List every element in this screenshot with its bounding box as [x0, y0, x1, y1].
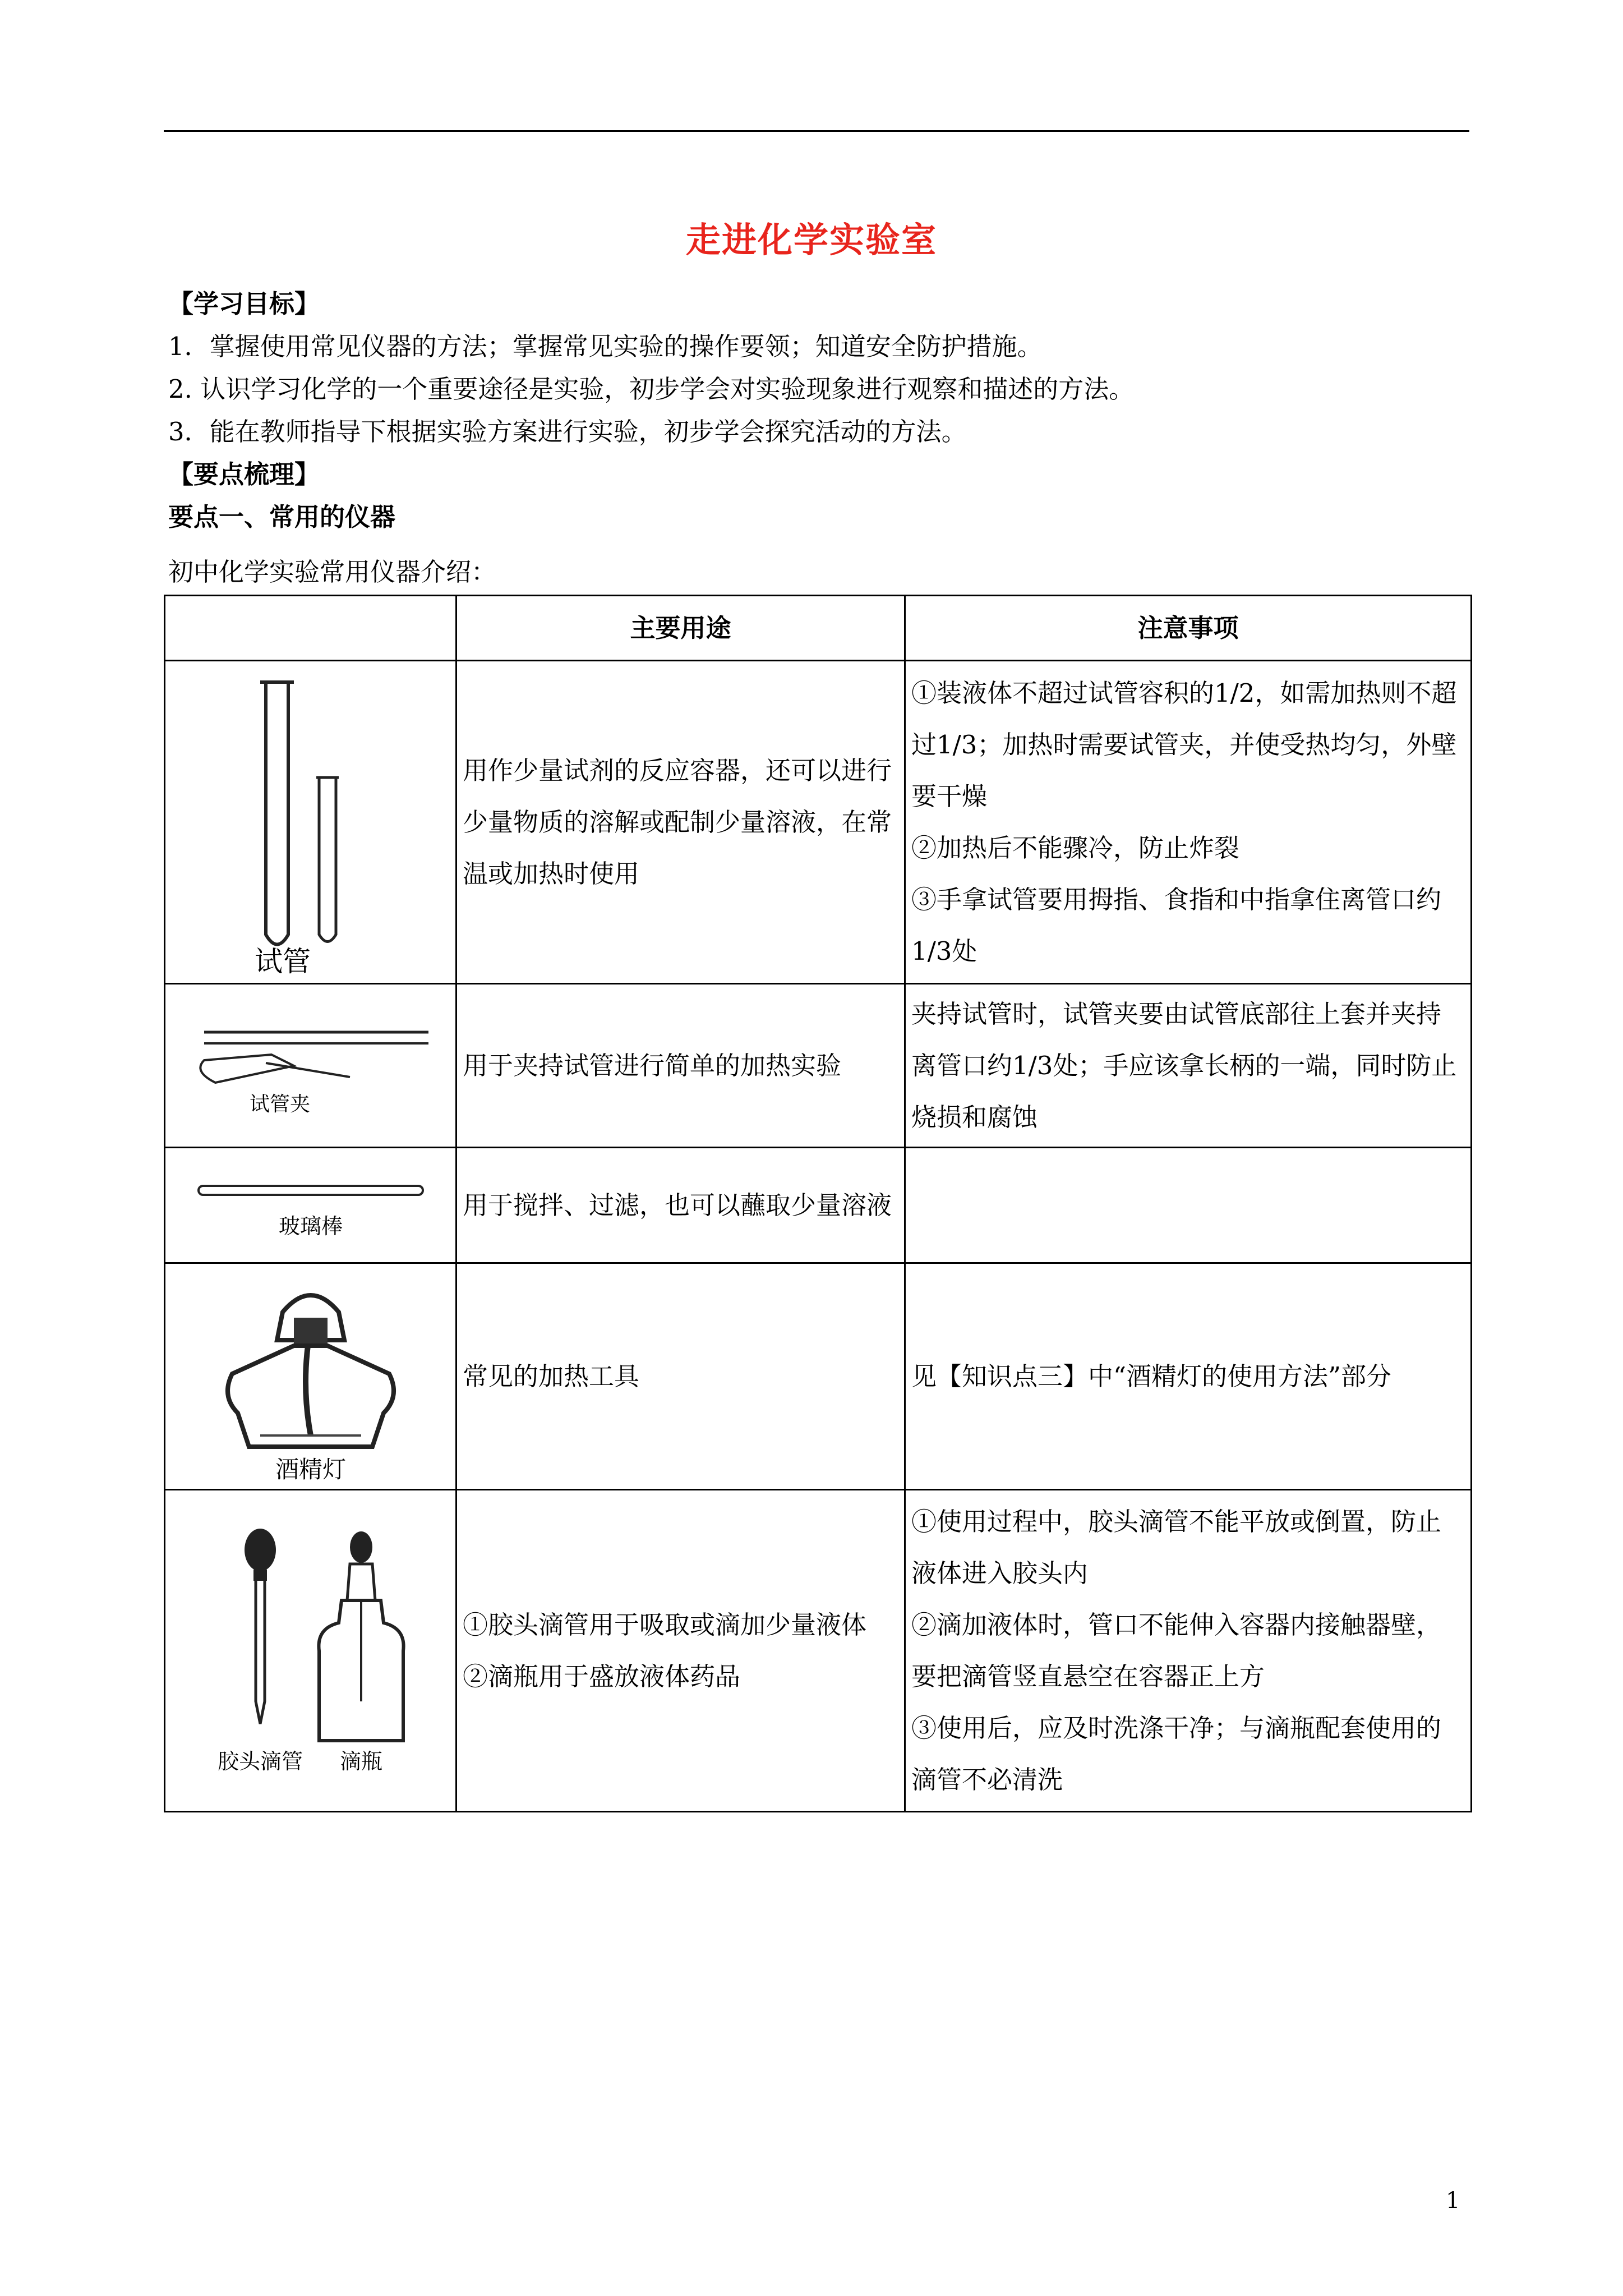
dropper-image-cell — [165, 1490, 457, 1812]
test-tube-icon — [199, 665, 423, 979]
page-title: 走进化学实验室 — [685, 219, 937, 260]
header-rule — [164, 130, 1469, 132]
note-item: 夹持试管时，试管夹要由试管底部往上套并夹持离管口约1/3处；手应该拿长柄的一端，同时防止烧损和腐蚀 — [911, 999, 1457, 1132]
usage-cell — [457, 661, 905, 984]
image-label: 滴瓶 — [339, 1749, 382, 1774]
instrument-table — [164, 595, 1472, 1812]
alcohol-lamp-image-cell — [165, 1263, 457, 1490]
note-item: ①使用过程中，胶头滴管不能平放或倒置，防止液体进入胶头内 — [911, 1506, 1442, 1588]
note-item: ③手拿试管要用拇指、食指和中指拿住离管口约1/3处 — [911, 884, 1442, 966]
keypoints-heading: 【要点梳理】 — [168, 459, 320, 489]
alcohol-lamp-icon — [210, 1267, 412, 1486]
note-item: ②加热后不能骤冷，防止炸裂 — [911, 832, 1240, 863]
page-number: 1 — [1446, 2188, 1460, 2214]
tube-holder-image-cell — [165, 984, 457, 1148]
image-label: 试管 — [254, 945, 311, 978]
note-item: ①装液体不超过试管容积的1/2，如需加热则不超过1/3；加热时需要试管夹，并使受热均匀，外壁要干燥 — [911, 678, 1457, 811]
table-row — [165, 661, 1472, 984]
notes-cell — [905, 984, 1472, 1148]
dropper-and-bottle-icon — [182, 1516, 440, 1786]
usage-cell — [457, 1490, 905, 1812]
usage-text: 常见的加热工具 — [463, 1361, 640, 1391]
usage-text: 用于搅拌、过滤，也可以蘸取少量溶液 — [463, 1190, 892, 1220]
image-label: 酒精灯 — [275, 1455, 346, 1483]
header-cell: 主要用途 — [457, 596, 905, 661]
keypoint1-heading: 要点一、常用的仪器 — [168, 502, 396, 532]
glass-rod-icon — [182, 1158, 440, 1253]
usage-text: ①胶头滴管用于吸取或滴加少量液体 — [463, 1609, 867, 1640]
usage-text: 用作少量试剂的反应容器，还可以进行少量物质的溶解或配制少量溶液，在常温或加热时使用 — [463, 755, 892, 889]
usage-text: ②滴瓶用于盛放液体药品 — [463, 1661, 741, 1691]
tube-holder-icon — [182, 999, 440, 1133]
note-item: 见【知识点三】中“酒精灯的使用方法”部分 — [911, 1361, 1392, 1391]
usage-cell — [457, 984, 905, 1148]
glass-rod-image-cell — [165, 1148, 457, 1263]
table-header-row — [165, 596, 1472, 661]
table-row — [165, 984, 1472, 1148]
usage-text: 用于夹持试管进行简单的加热实验 — [463, 1050, 842, 1080]
header-cell — [165, 596, 457, 661]
usage-cell — [457, 1263, 905, 1490]
notes-cell — [905, 661, 1472, 984]
image-label: 玻璃棒 — [278, 1213, 343, 1239]
image-label: 试管夹 — [249, 1092, 310, 1116]
notes-cell — [905, 1148, 1472, 1263]
test-tube-image-cell — [165, 661, 457, 984]
note-item: ③使用后，应及时洗涤干净；与滴瓶配套使用的滴管不必清洗 — [911, 1713, 1442, 1795]
note-item: ②滴加液体时，管口不能伸入容器内接触器壁，要把滴管竖直悬空在容器正上方 — [911, 1609, 1442, 1691]
header-cell: 注意事项 — [905, 596, 1472, 661]
objective-item: 3．能在教师指导下根据实验方案进行实验，初步学会探究活动的方法。 — [168, 417, 967, 447]
usage-cell — [457, 1148, 905, 1263]
table-row — [165, 1148, 1472, 1263]
objectives-heading: 【学习目标】 — [168, 289, 320, 319]
table-row — [165, 1263, 1472, 1490]
notes-cell — [905, 1490, 1472, 1812]
image-label: 胶头滴管 — [217, 1749, 303, 1774]
objective-item: 1．掌握使用常见仪器的方法；掌握常见实验的操作要领；知道安全防护措施。 — [168, 332, 1043, 361]
table-intro: 初中化学实验常用仪器介绍： — [168, 557, 497, 587]
notes-cell — [905, 1263, 1472, 1490]
objective-item: 2. 认识学习化学的一个重要途径是实验，初步学会对实验现象进行观察和描述的方法。 — [168, 374, 1135, 404]
table-row — [165, 1490, 1472, 1812]
